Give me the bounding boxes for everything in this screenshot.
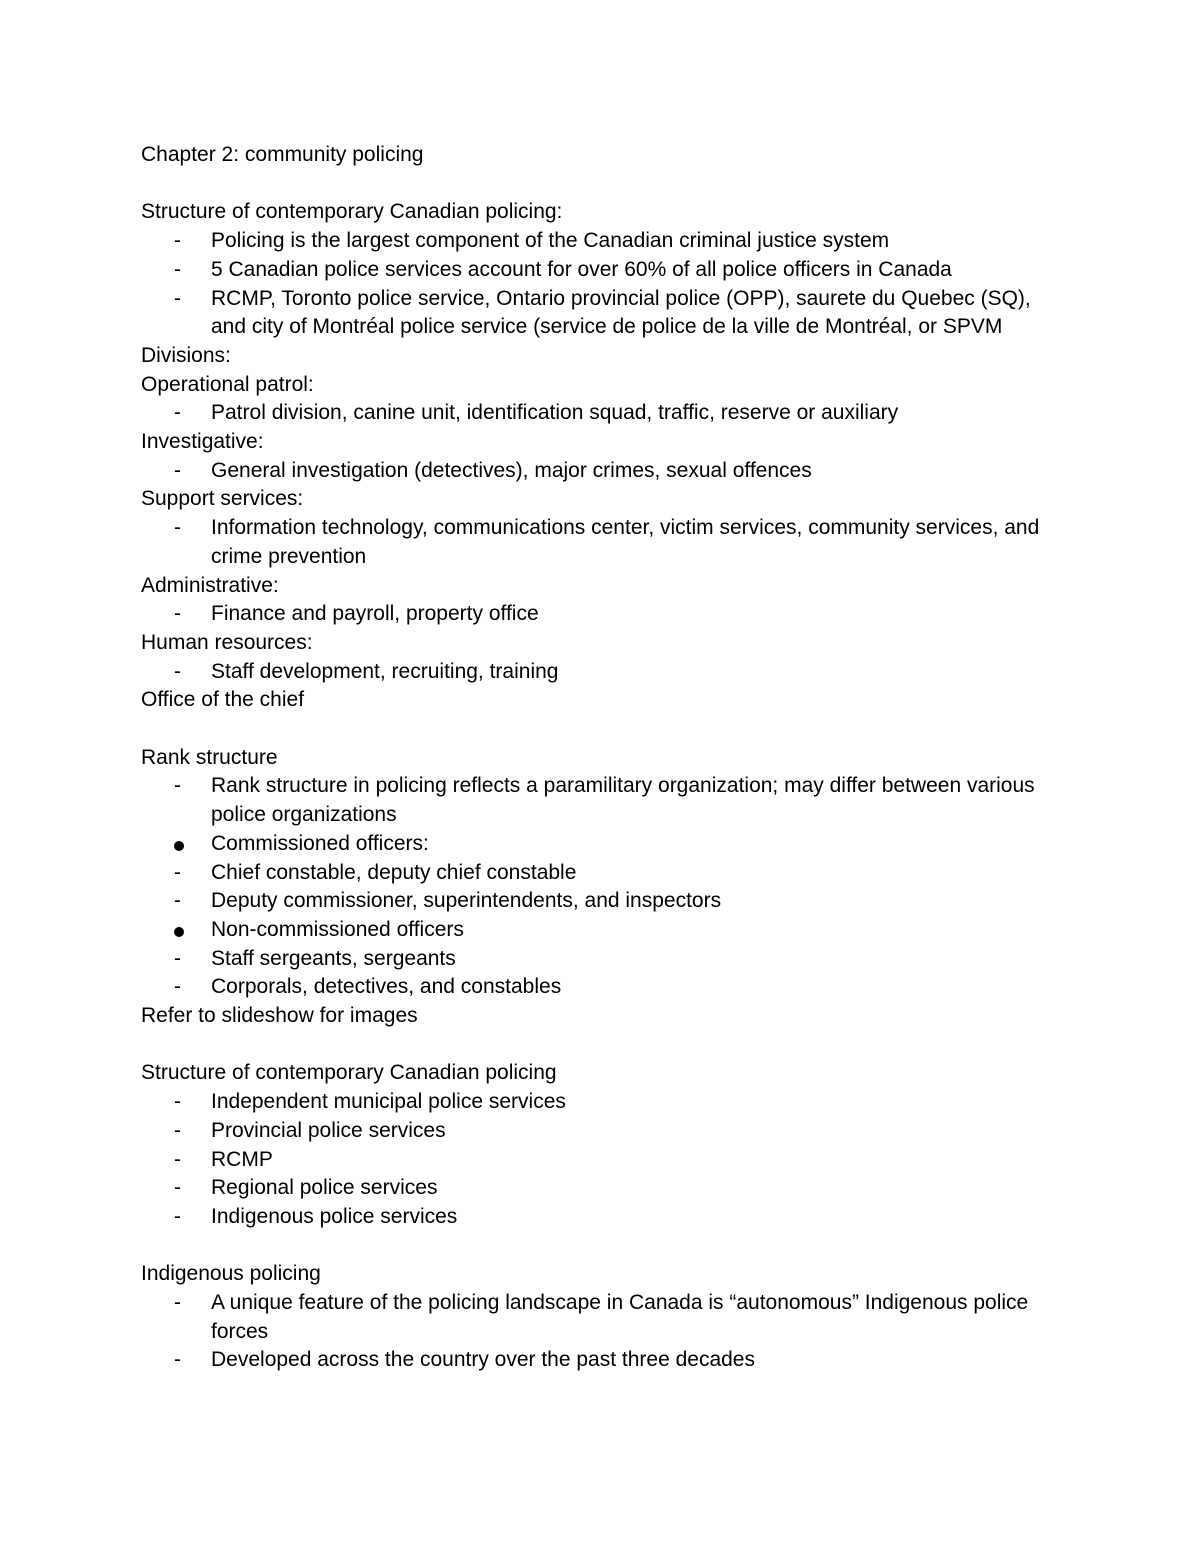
dash-marker: - xyxy=(174,401,181,425)
heading-line: Office of the chief xyxy=(141,688,305,712)
list-item-text: RCMP xyxy=(211,1147,273,1171)
dash-marker: - xyxy=(174,1118,181,1142)
heading-line: Support services: xyxy=(141,487,304,511)
dash-list-item xyxy=(141,973,1071,1002)
list-item-text: Non-commissioned officers xyxy=(211,917,464,941)
dash-marker: - xyxy=(174,458,181,482)
list-item-text: Information technology, communications center, victim services, community services, and crime prevention xyxy=(211,516,1040,568)
dash-marker: - xyxy=(174,1090,181,1114)
dash-marker: - xyxy=(174,516,181,540)
heading-line: Administrative: xyxy=(141,573,279,597)
dash-list-item xyxy=(141,859,1071,888)
dash-marker: - xyxy=(174,946,181,970)
list-item-text: Regional police services xyxy=(211,1176,438,1200)
document-page xyxy=(141,141,1071,1375)
dash-list-item xyxy=(141,227,1071,256)
dash-list-item xyxy=(141,256,1071,285)
dash-list-item xyxy=(141,600,1071,629)
dash-marker: - xyxy=(174,1147,181,1171)
dash-list-item xyxy=(141,1174,1071,1203)
heading-line: Refer to slideshow for images xyxy=(141,1004,418,1028)
heading-line: Divisions: xyxy=(141,343,231,367)
dash-list-item xyxy=(141,285,1071,342)
list-item-text: Deputy commissioner, superintendents, and inspectors xyxy=(211,889,722,913)
list-item-text: Independent municipal police services xyxy=(211,1090,566,1114)
dash-list-item xyxy=(141,772,1071,829)
dash-marker: - xyxy=(174,1291,181,1315)
dash-marker: - xyxy=(174,1204,181,1228)
bullet-list-item xyxy=(141,830,1071,859)
list-item-text: Provincial police services xyxy=(211,1118,446,1142)
heading-line: Indigenous policing xyxy=(141,1262,321,1286)
list-item-text: Commissioned officers: xyxy=(211,831,429,855)
list-item-text: Staff sergeants, sergeants xyxy=(211,946,456,970)
list-item-text: Patrol division, canine unit, identification squad, traffic, reserve or auxiliary xyxy=(211,401,899,425)
blank-line xyxy=(141,170,1071,199)
dash-list-item xyxy=(141,1289,1071,1346)
dash-list-item xyxy=(141,945,1071,974)
bullet-icon xyxy=(174,927,184,937)
list-item-text: Developed across the country over the past three decades xyxy=(211,1348,755,1372)
list-item-text: Chief constable, deputy chief constable xyxy=(211,860,577,884)
list-item-text: Staff development, recruiting, training xyxy=(211,659,559,683)
list-item-text: Corporals, detectives, and constables xyxy=(211,975,562,999)
heading-line: Structure of contemporary Canadian policing xyxy=(141,1061,557,1085)
heading-line: Operational patrol: xyxy=(141,372,314,396)
list-item-text: A unique feature of the policing landscape in Canada is “autonomous” Indigenous police forces xyxy=(211,1291,1029,1343)
heading-line: Human resources: xyxy=(141,630,313,654)
list-item-text: General investigation (detectives), major crimes, sexual offences xyxy=(211,458,812,482)
heading-line: Chapter 2: community policing xyxy=(141,143,424,166)
blank-line xyxy=(141,715,1071,744)
bullet-icon xyxy=(174,841,184,851)
heading-line: Investigative: xyxy=(141,430,264,454)
blank-line xyxy=(141,1031,1071,1060)
dash-marker: - xyxy=(174,602,181,626)
list-item-text: Finance and payroll, property office xyxy=(211,602,539,626)
dash-list-item xyxy=(141,514,1071,571)
dash-marker: - xyxy=(174,257,181,281)
dash-list-item xyxy=(141,1346,1071,1375)
dash-list-item xyxy=(141,1117,1071,1146)
dash-marker: - xyxy=(174,286,181,310)
dash-marker: - xyxy=(174,1176,181,1200)
list-item-text: 5 Canadian police services account for over 60% of all police officers in Canada xyxy=(211,257,952,281)
dash-marker: - xyxy=(174,659,181,683)
dash-list-item xyxy=(141,457,1071,486)
dash-marker: - xyxy=(174,229,181,253)
dash-marker: - xyxy=(174,889,181,913)
bullet-list-item xyxy=(141,916,1071,945)
dash-list-item xyxy=(141,1146,1071,1175)
dash-list-item xyxy=(141,399,1071,428)
list-item-text: Policing is the largest component of the Canadian criminal justice system xyxy=(211,229,890,253)
dash-marker: - xyxy=(174,975,181,999)
dash-list-item xyxy=(141,1203,1071,1232)
dash-list-item xyxy=(141,658,1071,687)
list-item-text: RCMP, Toronto police service, Ontario provincial police (OPP), saurete du Quebec (SQ), and city of Montréal police service (service de police de la ville de Montréal, or SPVM xyxy=(211,286,1031,339)
dash-list-item xyxy=(141,1088,1071,1117)
dash-marker: - xyxy=(174,1348,181,1372)
dash-list-item xyxy=(141,887,1071,916)
dash-marker: - xyxy=(174,860,181,884)
blank-line xyxy=(141,1232,1071,1261)
list-item-text: Indigenous police services xyxy=(211,1204,458,1228)
heading-line: Structure of contemporary Canadian policing: xyxy=(141,200,563,224)
list-item-text: Rank structure in policing reflects a paramilitary organization; may differ between various police organizations xyxy=(211,774,1035,827)
dash-marker: - xyxy=(174,774,181,798)
heading-line: Rank structure xyxy=(141,745,278,769)
